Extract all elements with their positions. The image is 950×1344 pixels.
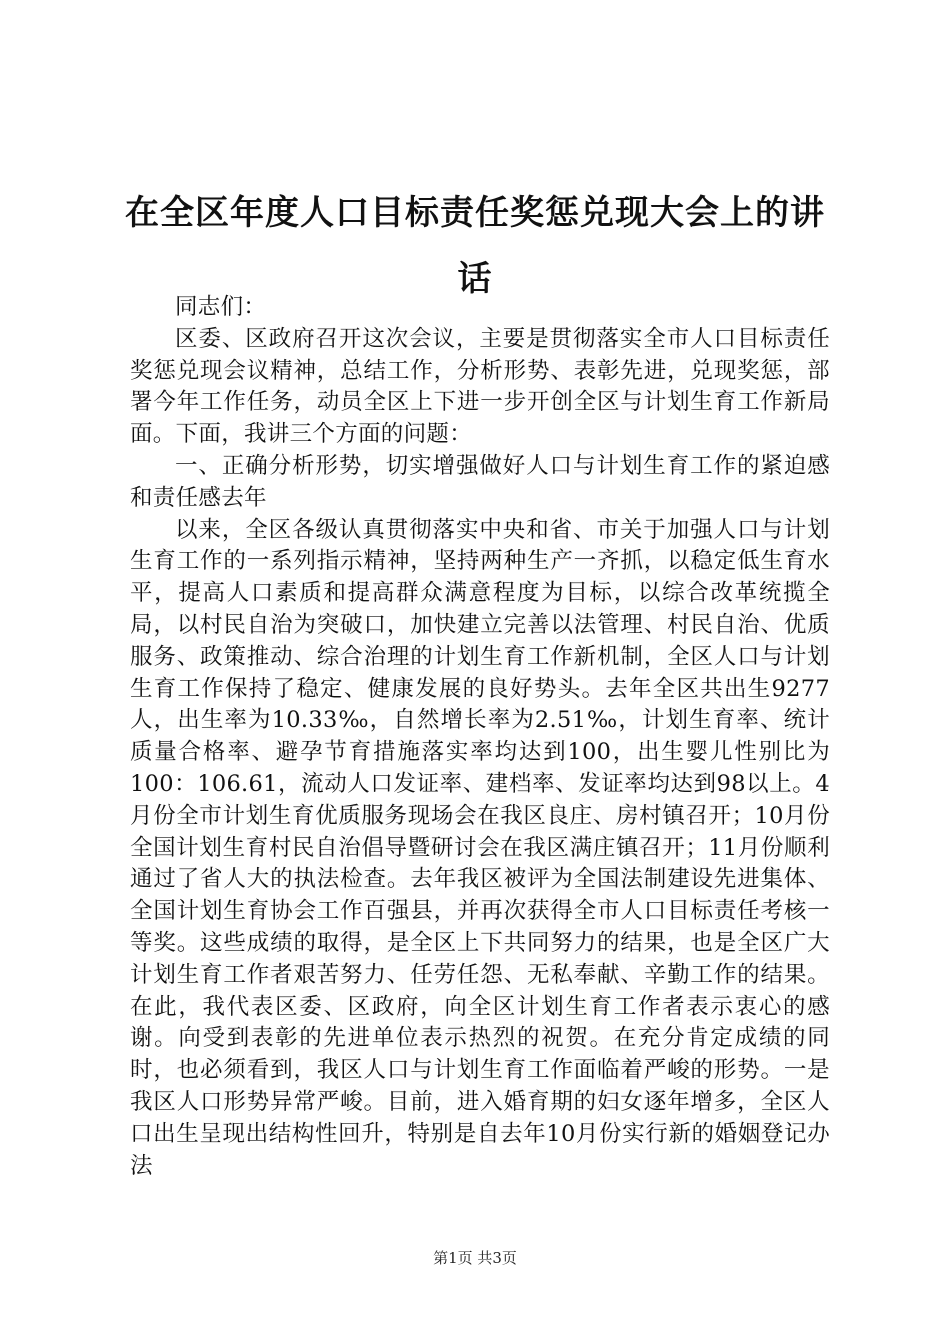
salutation-paragraph: 同志们： — [175, 294, 267, 320]
body-paragraph: 以来，全区各级认真贯彻落实中央和省、市关于加强人口与计划生育工作的一系列指示精神，坚持两种生产一齐抓，以稳定低生育水平，提高人口素质和提高群众满意程度为目标，以综合改革统揽全局，以村民自治为突破口，加快建立完善以法管理、村民自治、优质服务、政策推动、综合治理的计划生育工作新机制，全区人口与计划生育工作保持了稳定、健康发展的良好势头。去年全区共出生9277人，出生率为10.33‰，自然增长率为2.51‰，计划生育率、统计质量合格率、避孕节育措施落实率均达到100，出生婴儿性别比为100：106.61，流动人口发证率、建档率、发证率均达到98以上。4月份全市计划生育优质服务现场会在我区良庄、房村镇召开；10月份全国计划生育村民自治倡导暨研讨会在我区满庄镇召开；11月份顺利通过了省人大的执法检查。去年我区被评为全国法制建设先进集体、全国计划生育协会工作百强县，并再次获得全市人口目标责任考核一等奖。这些成绩的取得，是全区上下共同努力的结果，也是全区广大计划生育工作者艰苦努力、任劳任怨、无私奉献、辛勤工作的结果。在此，我代表区委、区政府，向全区计划生育工作者表示衷心的感谢。向受到表彰的先进单位表示热烈的祝贺。在充分肯定成绩的同时，也必须看到，我区人口与计划生育工作面临着严峻的形势。一是我区人口形势异常严峻。目前，进入婚育期的妇女逐年增多，全区人口出生呈现出结构性回升，特别是自去年10月份实行新的婚姻登记办法 — [130, 516, 830, 1179]
document-title: 在全区年度人口目标责任奖惩兑现大会上的讲话 — [125, 193, 825, 299]
section-heading-paragraph: 一、正确分析形势，切实增强做好人口与计划生育工作的紧迫感和责任感去年 — [130, 452, 830, 511]
document-body — [130, 292, 830, 1182]
intro-paragraph: 区委、区政府召开这次会议，主要是贯彻落实全市人口目标责任奖惩兑现会议精神，总结工作，分析形势、表彰先进，兑现奖惩，部署今年工作任务，动员全区上下进一步开创全区与计划生育工作新局面。下面，我讲三个方面的问题： — [130, 325, 830, 448]
page-footer: 第1页 共3页 — [433, 1249, 517, 1267]
